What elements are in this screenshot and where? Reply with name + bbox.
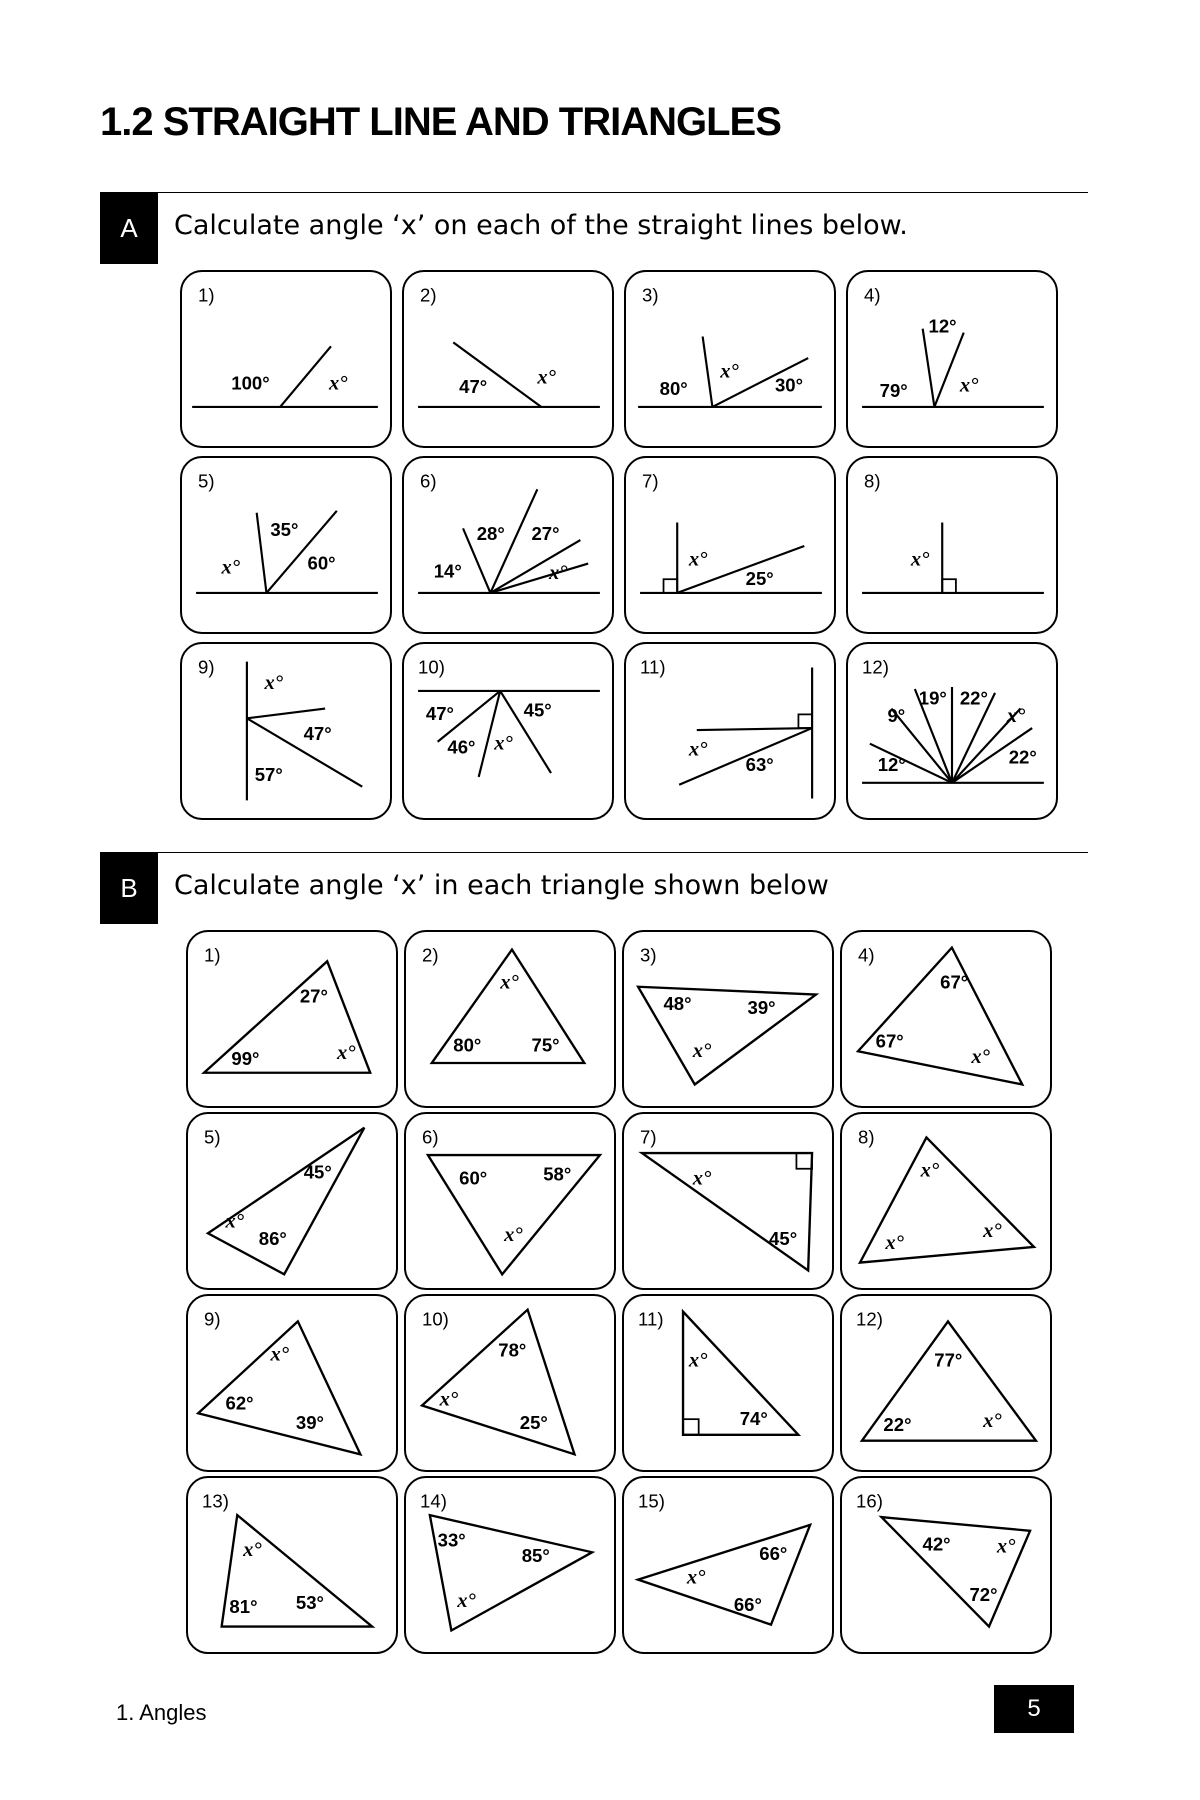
problem-number: 13) <box>202 1490 229 1512</box>
angle-label: 22° <box>1008 746 1037 768</box>
angle-label: 60° <box>307 552 336 574</box>
problem-card-b6 <box>404 1112 616 1290</box>
diagram-a4 <box>848 272 1056 446</box>
angle-label: 80° <box>659 378 688 400</box>
diagram-b12 <box>842 1296 1050 1470</box>
problem-card-b10 <box>404 1294 616 1472</box>
problem-card-a9 <box>180 642 392 820</box>
angle-label: 22° <box>959 687 988 709</box>
angle-label: 99° <box>231 1047 260 1069</box>
diagram-b7 <box>624 1114 832 1288</box>
diagram-b10 <box>406 1296 614 1470</box>
unknown-angle-label: x° <box>688 1349 708 1372</box>
angle-label: 19° <box>918 687 947 709</box>
angle-label: 25° <box>745 568 774 590</box>
problem-card-b1 <box>186 930 398 1108</box>
angle-label: 81° <box>229 1595 258 1617</box>
problem-card-a10 <box>402 642 614 820</box>
problem-card-b14 <box>404 1476 616 1654</box>
angle-label: 22° <box>883 1413 912 1435</box>
diagram-b11 <box>624 1296 832 1470</box>
unknown-angle-label: x° <box>225 1210 244 1233</box>
problem-number: 3) <box>642 284 659 306</box>
diagram-a1 <box>182 272 390 446</box>
problem-number: 14) <box>420 1490 447 1512</box>
unknown-angle-label: x° <box>500 971 519 994</box>
problem-number: 11) <box>638 1308 664 1330</box>
problem-number: 7) <box>640 1126 657 1148</box>
problem-number: 6) <box>422 1126 439 1148</box>
unknown-angle-label: x° <box>504 1224 523 1247</box>
diagram-a2 <box>404 272 612 446</box>
section-b-instruction: Calculate angle ‘x’ in each triangle shown below <box>174 870 829 901</box>
problem-card-b12 <box>840 1294 1052 1472</box>
diagram-b16 <box>842 1478 1050 1652</box>
angle-label: 42° <box>922 1533 951 1555</box>
unknown-angle-label: x° <box>264 671 283 694</box>
angle-label: 57° <box>254 763 283 785</box>
problem-card-a1 <box>180 270 392 448</box>
diagram-a8 <box>848 458 1056 632</box>
angle-label: 74° <box>739 1408 768 1430</box>
problem-card-b5 <box>186 1112 398 1290</box>
problem-number: 2) <box>422 944 439 966</box>
problem-card-b11 <box>622 1294 834 1472</box>
unknown-angle-label: x° <box>983 1220 1002 1243</box>
problem-card-a3 <box>624 270 836 448</box>
problem-card-b2 <box>404 930 616 1108</box>
unknown-angle-label: x° <box>720 360 739 383</box>
unknown-angle-label: x° <box>959 374 979 397</box>
angle-label: 39° <box>295 1411 324 1433</box>
section-b-badge: B <box>100 852 158 924</box>
angle-label: 25° <box>519 1411 548 1433</box>
diagram-a6 <box>404 458 612 632</box>
problem-card-a11 <box>624 642 836 820</box>
problem-number: 12) <box>862 656 889 678</box>
unknown-angle-label: x° <box>692 1167 712 1190</box>
problem-card-b15 <box>622 1476 834 1654</box>
angle-label: 14° <box>433 560 462 582</box>
problem-card-a2 <box>402 270 614 448</box>
chapter-label: 1. Angles <box>116 1700 207 1725</box>
problem-card-b4 <box>840 930 1052 1108</box>
unknown-angle-label: x° <box>983 1409 1002 1432</box>
problem-number: 10) <box>422 1308 449 1330</box>
problem-number: 1) <box>198 284 215 306</box>
problem-card-a6 <box>402 456 614 634</box>
problem-number: 9) <box>204 1308 221 1330</box>
angle-label: 80° <box>453 1034 482 1056</box>
problem-card-b7 <box>622 1112 834 1290</box>
problem-card-b9 <box>186 1294 398 1472</box>
diagram-b2 <box>406 932 614 1106</box>
angle-label: 48° <box>663 993 692 1015</box>
problem-number: 9) <box>198 656 215 678</box>
diagram-b1 <box>188 932 396 1106</box>
problem-card-a12 <box>846 642 1058 820</box>
angle-label: 45° <box>769 1227 798 1249</box>
diagram-a7 <box>626 458 834 632</box>
problem-number: 5) <box>204 1126 221 1148</box>
diagram-b15 <box>624 1478 832 1652</box>
unknown-angle-label: x° <box>688 548 708 571</box>
diagram-a5 <box>182 458 390 632</box>
problem-number: 3) <box>640 944 657 966</box>
angle-label: 79° <box>879 380 908 402</box>
problem-number: 1) <box>204 944 221 966</box>
angle-label: 27° <box>531 523 560 545</box>
problem-card-a4 <box>846 270 1058 448</box>
diagram-b8 <box>842 1114 1050 1288</box>
unknown-angle-label: x° <box>885 1231 904 1254</box>
unknown-angle-label: x° <box>270 1343 289 1366</box>
unknown-angle-label: x° <box>688 738 708 761</box>
angle-label: 35° <box>270 519 299 541</box>
angle-label: 12° <box>928 315 957 337</box>
problem-number: 5) <box>198 470 215 492</box>
problem-number: 11) <box>640 656 666 678</box>
angle-label: 66° <box>759 1543 788 1565</box>
diagram-b9 <box>188 1296 396 1470</box>
angle-label: 33° <box>437 1529 466 1551</box>
angle-label: 66° <box>733 1593 762 1615</box>
angle-label: 58° <box>543 1163 572 1185</box>
angle-label: 63° <box>745 754 774 776</box>
angle-label: 53° <box>295 1591 324 1613</box>
page-title: 1.2 STRAIGHT LINE AND TRIANGLES <box>100 100 781 144</box>
angle-label: 85° <box>521 1545 550 1567</box>
angle-label: 75° <box>531 1034 560 1056</box>
angle-label: 77° <box>934 1349 963 1371</box>
unknown-angle-label: x° <box>439 1388 459 1411</box>
diagram-b5 <box>188 1114 396 1288</box>
problem-number: 10) <box>418 656 445 678</box>
angle-label: 62° <box>225 1392 254 1414</box>
unknown-angle-label: x° <box>221 556 240 579</box>
angle-label: 72° <box>969 1584 998 1606</box>
angle-label: 45° <box>523 699 552 721</box>
diagram-b13 <box>188 1478 396 1652</box>
unknown-angle-label: x° <box>243 1539 262 1562</box>
angle-label: 27° <box>299 985 328 1007</box>
angle-label: 30° <box>774 374 804 396</box>
diagram-b6 <box>406 1114 614 1288</box>
diagram-a11 <box>626 644 834 818</box>
angle-label: 9° <box>887 705 906 727</box>
unknown-angle-label: x° <box>494 732 513 755</box>
problem-number: 16) <box>856 1490 883 1512</box>
problem-card-b13 <box>186 1476 398 1654</box>
problem-number: 8) <box>858 1126 875 1148</box>
section-a-rule <box>100 192 1088 193</box>
unknown-angle-label: x° <box>920 1159 940 1182</box>
angle-label: 60° <box>459 1167 488 1189</box>
section-a-instruction: Calculate angle ‘x’ on each of the straight lines below. <box>174 210 908 241</box>
unknown-angle-label: x° <box>910 548 930 571</box>
problem-number: 12) <box>856 1308 883 1330</box>
angle-label: 67° <box>875 1030 904 1052</box>
unknown-angle-label: x° <box>996 1535 1016 1558</box>
diagram-b14 <box>406 1478 614 1652</box>
angle-label: 47° <box>303 722 332 744</box>
angle-label: 39° <box>747 997 776 1019</box>
angle-label: 47° <box>425 703 454 725</box>
problem-number: 4) <box>858 944 875 966</box>
diagram-b4 <box>842 932 1050 1106</box>
problem-number: 8) <box>864 470 881 492</box>
unknown-angle-label: x° <box>1006 705 1026 728</box>
diagram-a12 <box>848 644 1056 818</box>
angle-label: 78° <box>498 1339 527 1361</box>
angle-label: 45° <box>303 1161 332 1183</box>
section-a-badge: A <box>100 192 158 264</box>
angle-label: 47° <box>459 376 488 398</box>
angle-label: 67° <box>940 971 969 993</box>
unknown-angle-label: x° <box>686 1566 706 1589</box>
unknown-angle-label: x° <box>549 562 568 585</box>
unknown-angle-label: x° <box>329 372 348 395</box>
problem-number: 2) <box>420 284 437 306</box>
problem-card-a7 <box>624 456 836 634</box>
diagram-a10 <box>404 644 612 818</box>
angle-label: 86° <box>258 1227 287 1249</box>
problem-card-a5 <box>180 456 392 634</box>
problem-card-b3 <box>622 930 834 1108</box>
angle-label: 28° <box>476 523 505 545</box>
section-b-rule <box>100 852 1088 853</box>
unknown-angle-label: x° <box>537 366 556 389</box>
unknown-angle-label: x° <box>692 1040 712 1063</box>
diagram-a9 <box>182 644 390 818</box>
diagram-b3 <box>624 932 832 1106</box>
unknown-angle-label: x° <box>971 1045 990 1068</box>
problem-number: 15) <box>638 1490 665 1512</box>
problem-number: 7) <box>642 470 659 492</box>
angle-label: 46° <box>447 736 476 758</box>
unknown-angle-label: x° <box>457 1590 476 1613</box>
unknown-angle-label: x° <box>336 1042 356 1065</box>
page-number: 5 <box>994 1685 1074 1733</box>
problem-number: 6) <box>420 470 437 492</box>
angle-label: 100° <box>231 372 270 394</box>
problem-card-a8 <box>846 456 1058 634</box>
problem-number: 4) <box>864 284 881 306</box>
problem-card-b8 <box>840 1112 1052 1290</box>
angle-label: 12° <box>877 754 906 776</box>
diagram-a3 <box>626 272 834 446</box>
problem-card-b16 <box>840 1476 1052 1654</box>
